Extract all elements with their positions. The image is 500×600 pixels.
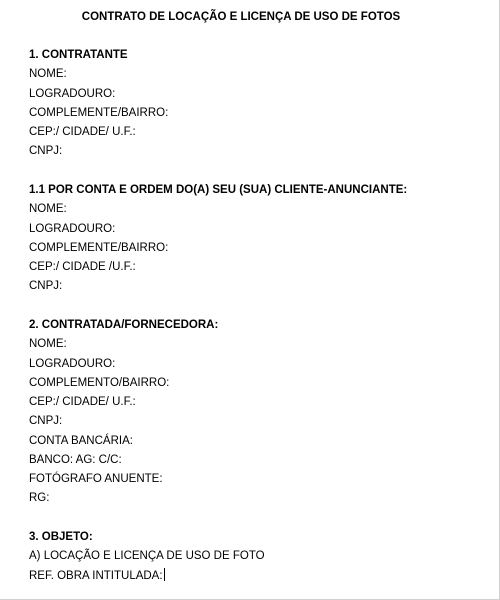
field-banco-ag-cc: BANCO: AG: C/C: [29, 453, 122, 466]
field-complemento-bairro: COMPLEMENTE/BAIRRO: [29, 241, 169, 254]
field-nome: NOME: [29, 68, 67, 81]
document-title: CONTRATO DE LOCAÇÃO E LICENÇA DE USO DE FOTOS [81, 11, 401, 23]
field-nome: NOME: [29, 338, 67, 351]
section-contratada-fornecedora [29, 316, 489, 509]
field-cep-cidade-uf: CEP:/ CIDADE /U.F.: [29, 261, 136, 273]
field-conta-bancaria: CONTA BANCÁRIA: [29, 434, 133, 447]
field-rg: RG: [29, 492, 50, 505]
field-cep-cidade-uf: CEP:/ CIDADE/ U.F.: [29, 396, 136, 408]
section-heading: 1.1 POR CONTA E ORDEM DO(A) SEU (SUA) CLIENTE-ANUNCIANTE: [29, 184, 408, 196]
field-cnpj: CNPJ: [29, 415, 63, 428]
field-fotografo-anuente: FOTÓGRAFO ANUENTE: [29, 473, 163, 485]
section-heading: 1. CONTRATANTE [29, 49, 128, 61]
text-cursor [164, 568, 165, 581]
field-complemento-bairro: COMPLEMENTO/BAIRRO: [29, 376, 170, 389]
field-cnpj: CNPJ: [29, 280, 63, 293]
field-logradouro: LOGRADOURO: [29, 357, 116, 370]
field-logradouro: LOGRADOURO: [29, 222, 116, 235]
field-cep-cidade-uf: CEP:/ CIDADE/ U.F.: [29, 126, 136, 138]
field-ref-obra-intitulada: REF. OBRA INTITULADA: [29, 569, 163, 582]
field-logradouro: LOGRADOURO: [29, 87, 116, 100]
field-nome: NOME: [29, 203, 67, 216]
field-locacao-licenca: A) LOCAÇÃO E LICENÇA DE USO DE FOTO [29, 550, 265, 563]
section-contratante [29, 46, 489, 162]
section-cliente-anunciante [29, 181, 489, 297]
field-cnpj: CNPJ: [29, 145, 63, 158]
section-objeto [29, 528, 489, 586]
section-heading: 3. OBJETO: [29, 531, 93, 543]
field-ref-obra-line[interactable] [29, 567, 489, 586]
field-complemento-bairro: COMPLEMENTE/BAIRRO: [29, 106, 169, 119]
section-heading: 2. CONTRATADA/FORNECEDORA: [29, 319, 219, 331]
